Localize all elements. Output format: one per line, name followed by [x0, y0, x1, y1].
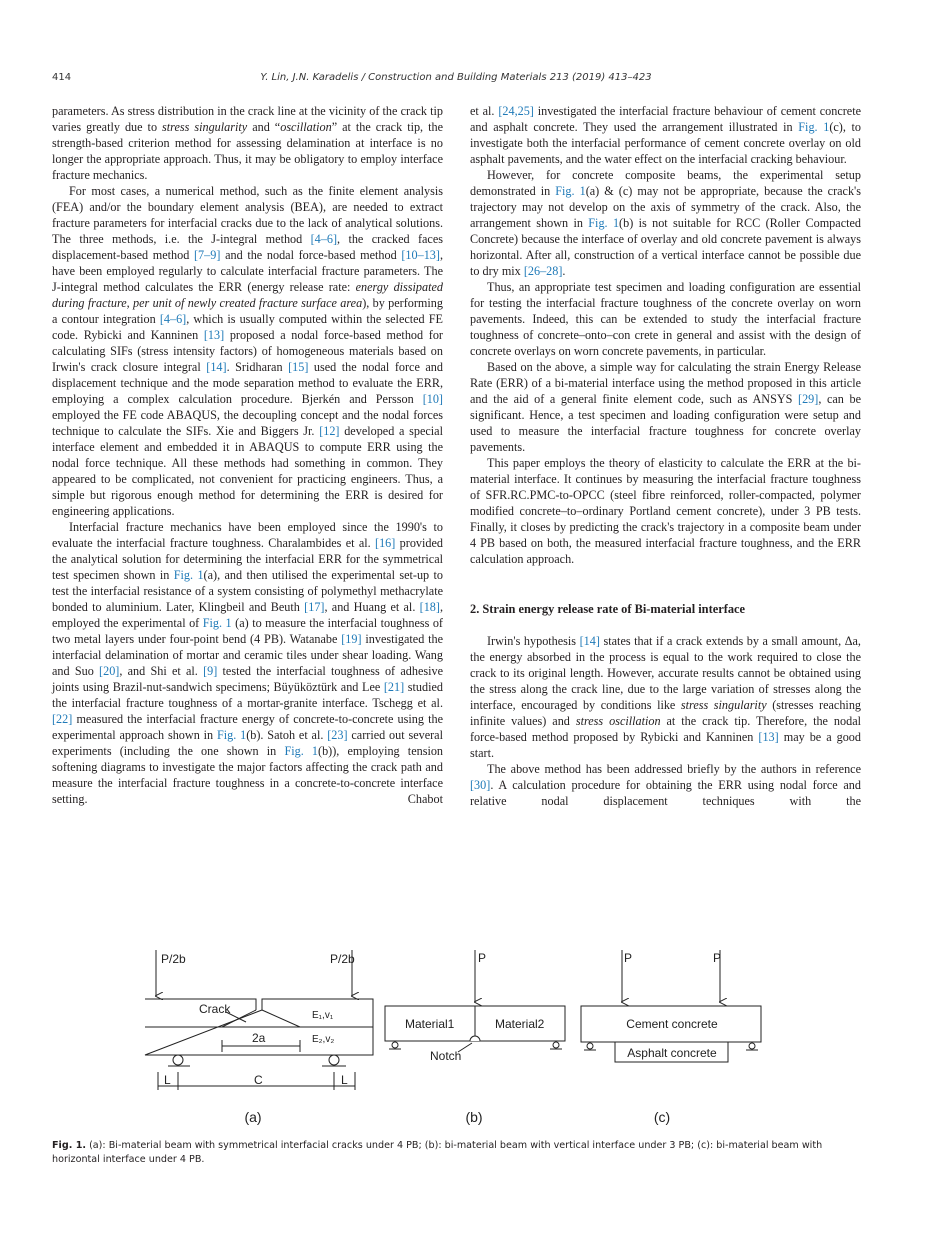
reference-link[interactable]: [20] — [99, 664, 120, 678]
reference-link[interactable]: [10–13] — [401, 248, 440, 262]
load-label: P — [713, 951, 722, 965]
body-text: Thus, an appropriate test specimen and loading configuration are essential for testing the interfacial fracture toughness of the concrete overlay on worn pavements. Indeed, this can be extended to study the interfacial fracture toughness of concrete–onto–con crete in general and assist with the design of concrete overlays on worn concrete pavements, in particular. — [470, 280, 861, 358]
material-1-label: E₁,v₁ — [312, 1010, 334, 1021]
support-icon — [553, 1042, 559, 1048]
reference-link[interactable]: [13] — [203, 328, 225, 342]
emphasis-text: oscillation — [280, 120, 332, 134]
body-text: proposed a nodal force-based method for calculating SIFs (stress intensity factors) of homogeneous materials based on Irwin's crack closure integral — [52, 328, 443, 374]
support-icon — [587, 1043, 593, 1049]
caption-label: Fig. 1. — [52, 1140, 87, 1151]
body-text: , can be significant. Hence, a test specimen and loading configuration were setup and used to measure the interfacial fracture toughness for concrete overlay pavements. — [470, 392, 861, 454]
body-text: , which is usually computed within the selected FE code. Rybicki and Kanninen — [52, 312, 443, 342]
support-icon — [392, 1042, 398, 1048]
support-icon — [749, 1043, 755, 1049]
body-text: Interfacial fracture mechanics have been employed since the 1990's to evaluate the interfacial fracture toughness. Charalambides et al. — [52, 520, 443, 550]
reference-link[interactable]: Fig. 1 — [173, 568, 204, 582]
body-text: . Sridharan — [226, 360, 289, 374]
paragraph — [52, 103, 443, 183]
reference-link[interactable]: [23] — [327, 728, 348, 742]
reference-link[interactable]: [19] — [341, 632, 362, 646]
body-text: The above method has been addressed briefly by the authors in reference — [487, 762, 861, 776]
load-label: P/2b — [330, 952, 355, 966]
figure-1b-beam — [385, 950, 565, 1052]
reference-link[interactable]: [15] — [288, 360, 309, 374]
body-text: (b) is not suitable for RCC (Roller Compacted Concrete) because the interface of overlay and old concrete pavement is always horizontal. After all, construction of a vertical interface cannot be possible due to dry mix — [470, 216, 861, 278]
figure-1a-beam — [145, 950, 373, 1090]
reference-link[interactable]: Fig. 1 — [216, 728, 247, 742]
body-text: (c), to investigate both the interfacial performance of cement concrete overlay on old asphalt pavements, and the water effect on the interfacial cracking behaviour. — [470, 120, 861, 166]
body-text: (a) & (c) may not be appropriate, because the crack's trajectory may not develop on the axis of symmetry of the crack. Also, the arrangement shown in — [470, 184, 861, 230]
body-text: (a) to measure the interfacial toughness of two metal layers under four-point bend (4 PB). Watanabe — [52, 616, 443, 646]
reference-link[interactable]: [14] — [579, 634, 600, 648]
body-text: parameters. As stress distribution in the crack line at the vicinity of the crack tip varies greatly due to — [52, 104, 443, 134]
paragraph — [470, 455, 861, 567]
journal-citation: Y. Lin, J.N. Karadelis / Construction and Building Materials 213 (2019) 413–423 — [260, 72, 652, 83]
reference-link[interactable]: [10] — [422, 392, 443, 406]
reference-link[interactable]: Fig. 1 — [798, 120, 830, 134]
load-label: P — [624, 951, 633, 965]
body-text: ), by performing a contour integration — [52, 296, 443, 326]
body-text: tested the interfacial toughness of adhesive joints using Brazil-nut-sandwich specimens; Büyüköztürk and Lee — [52, 664, 443, 694]
body-text: Irwin's hypothesis — [487, 634, 580, 648]
figure-caption — [52, 1139, 860, 1167]
body-text: states that if a crack extends by a small amount, Δa, the energy absorbed in the process is equal to the work required to close the crack to its original length. However, accurate results cannot be obtained using the stress along the crack line, due to the large variation of stresses along the interface, encouraged by conditions like — [470, 634, 861, 712]
paragraph — [470, 279, 861, 359]
body-text: , have been employed regularly to calculate interfacial fracture parameters. The J-integral method calculates the ERR (energy release rate: — [52, 248, 443, 294]
reference-link[interactable]: [29] — [798, 392, 819, 406]
body-text: However, for concrete composite beams, the experimental setup demonstrated in — [470, 168, 861, 198]
section-heading — [470, 601, 861, 617]
material-2-label: Material2 — [495, 1017, 545, 1031]
right-column — [470, 103, 861, 809]
body-text: carried out several experiments (including the one shown in — [52, 728, 443, 758]
notch-icon — [470, 1036, 480, 1041]
body-text: , and Shi et al. — [119, 664, 204, 678]
dimension-C-label: C — [254, 1073, 263, 1087]
load-label: P — [478, 951, 487, 965]
reference-link[interactable]: [22] — [52, 712, 73, 726]
reference-link[interactable]: [9] — [203, 664, 218, 678]
left-column — [52, 103, 443, 807]
body-text: ” at the crack tip, the strength-based criterion method for assessing delamination at interface is no longer the appropriate approach. Thus, it may be obligatory to employ interface fracture mechanics. — [52, 120, 443, 182]
body-text: (a), and then utilised the experimental set-up to test the interfacial resistance of a system consisting of polymethyl methacrylate bonded to aluminium. Later, Klingbeil and Beuth — [52, 568, 443, 614]
body-text: used the nodal force and displacement technique and the mode separation method to evaluate the ERR, employing a complex calculation procedure. Bjerkén and Persson — [52, 360, 443, 406]
body-text: measured the interfacial fracture energy of concrete-to-concrete using the experimental approach shown in — [52, 712, 443, 742]
body-text: 2. Strain energy release rate of Bi-material interface — [470, 602, 746, 616]
paragraph — [52, 183, 443, 519]
body-text: et al. — [470, 104, 499, 118]
load-label: P/2b — [161, 952, 186, 966]
figure-1 — [0, 940, 925, 1130]
crack-length-label: 2a — [252, 1031, 266, 1045]
body-text: (b). Satoh et al. — [246, 728, 328, 742]
support-icon — [173, 1055, 183, 1065]
emphasis-text: stress singularity — [162, 120, 248, 134]
reference-link[interactable]: [4–6] — [159, 312, 187, 326]
reference-link[interactable]: [7–9] — [194, 248, 221, 262]
dimension-L-label: L — [164, 1073, 171, 1087]
reference-link[interactable]: [24,25] — [498, 104, 534, 118]
material-2-label: E₂,v₂ — [312, 1034, 335, 1045]
body-text: studied the interfacial fracture toughness of a mortar-granite interface. Tschegg et al. — [52, 680, 443, 710]
notch-label: Notch — [430, 1049, 462, 1063]
body-text: developed a special interface element and embedded it in ABAQUS to compute ERR using the nodal force technique. All these methods had something in common. They appeared to be complicated, not convenient for practicing engineers. Thus, a simple but rigorous enough method for determining the ERR is desired for engineering applications. — [52, 424, 443, 518]
reference-link[interactable]: [21] — [383, 680, 405, 694]
emphasis-text: stress oscillation — [575, 714, 661, 728]
body-text: For most cases, a numerical method, such as the finite element analysis (FEA) and/or the boundary element analysis (BEA), are needed to extract fracture parameters for interfacial cracks due to the lack of analytical solutions. The three methods, i.e. the J-integral method — [52, 184, 443, 246]
reference-link[interactable]: [16] — [375, 536, 396, 550]
body-text: (b)), employing tension softening diagrams to investigate the major factors affecting the crack path and measure the interfacial fracture toughness in a concrete-to-concrete interface setting. Chabot — [52, 744, 444, 806]
paragraph — [470, 103, 861, 167]
paragraph — [470, 167, 861, 279]
crack-label: Crack — [199, 1002, 231, 1016]
reference-link[interactable]: [18] — [419, 600, 440, 614]
emphasis-text: energy dissipated during fracture, per unit of newly created fracture surface area — [52, 280, 444, 310]
paragraph — [470, 761, 861, 809]
cement-concrete-label: Cement concrete — [626, 1017, 718, 1031]
dimension-L-label: L — [341, 1073, 348, 1087]
material-1-label: Material1 — [405, 1017, 455, 1031]
subfigure-label: (a) — [244, 1109, 262, 1125]
reference-link[interactable]: [17] — [304, 600, 325, 614]
body-text: , and Huang et al. — [324, 600, 420, 614]
reference-link[interactable]: [4–6] — [310, 232, 338, 246]
body-text: Based on the above, a simple way for calculating the strain Energy Release Rate (ERR) of a bi-material interface using the method proposed in this article and the aid of a general finite element code, such as ANSYS — [470, 360, 861, 406]
reference-link[interactable]: [30] — [470, 778, 491, 792]
subfigure-label: (b) — [465, 1109, 483, 1125]
body-text: employed the FE code ABAQUS, the decoupling concept and the nodal forces technique to calculate the SIFs. Xie and Biggers Jr. — [52, 408, 443, 438]
paragraph — [470, 633, 861, 761]
body-text: , employed the experimental of — [52, 600, 443, 630]
reference-link[interactable]: Fig. 1 — [284, 744, 319, 758]
page-number: 414 — [52, 72, 72, 83]
body-text: at the crack tip. Therefore, the nodal force-based method proposed by Rybicki and Kanninen — [470, 714, 861, 744]
body-text: and “ — [247, 120, 281, 134]
body-text: investigated the interfacial delamination of mortar and ceramic tiles under shear loading. Wang and Suo — [52, 632, 444, 678]
crack-lines — [222, 1010, 300, 1027]
reference-link[interactable]: [13] — [758, 730, 779, 744]
body-text: . — [562, 264, 566, 278]
reference-link[interactable]: [14] — [206, 360, 227, 374]
reference-link[interactable]: [26–28] — [523, 264, 563, 278]
paragraph — [470, 359, 861, 455]
body-text: , the cracked faces displacement-based method — [52, 232, 443, 262]
reference-link[interactable]: Fig. 1 — [202, 616, 232, 630]
support-icon — [329, 1055, 339, 1065]
caption-text: (a): Bi-material beam with symmetrical interfacial cracks under 4 PB; (b): bi-material beam with vertical interface under 3 PB; (c): bi-material beam with horizontal interface under 4 PB. — [52, 1140, 823, 1165]
body-text: and the nodal force-based method — [220, 248, 402, 262]
body-text: may be a good start. — [470, 730, 861, 760]
paragraph — [52, 519, 443, 807]
subfigure-label: (c) — [653, 1109, 671, 1125]
reference-link[interactable]: Fig. 1 — [555, 184, 586, 198]
body-text: . A calculation procedure for obtaining the ERR using nodal force and relative nodal displacement techniques with the — [470, 778, 861, 808]
body-text: (stresses reaching infinite values) and — [470, 698, 862, 728]
body-text: This paper employs the theory of elasticity to calculate the ERR at the bi-material interface. It continues by measuring the interfacial fracture toughness of SFR.RC.PMC-to-OPCC (steel fibre reinforced, roller-compacted, polymer modified concrete–to–ordinary Portland cement concrete), under 3 PB tests. Finally, it closes by predicting the crack's trajectory in a composite beam under 4 PB based on both, the measured interfacial fracture toughness, and the ERR calculation approach. — [470, 456, 861, 566]
body-text: investigated the interfacial fracture behaviour of cement concrete and asphalt concrete. They used the arrangement illustrated in — [470, 104, 861, 134]
emphasis-text: stress singularity — [680, 698, 767, 712]
asphalt-concrete-label: Asphalt concrete — [627, 1046, 717, 1060]
reference-link[interactable]: Fig. 1 — [588, 216, 620, 230]
reference-link[interactable]: [12] — [319, 424, 340, 438]
body-text: provided the analytical solution for determining the interfacial ERR for the symmetrical test specimen shown in — [52, 536, 443, 582]
